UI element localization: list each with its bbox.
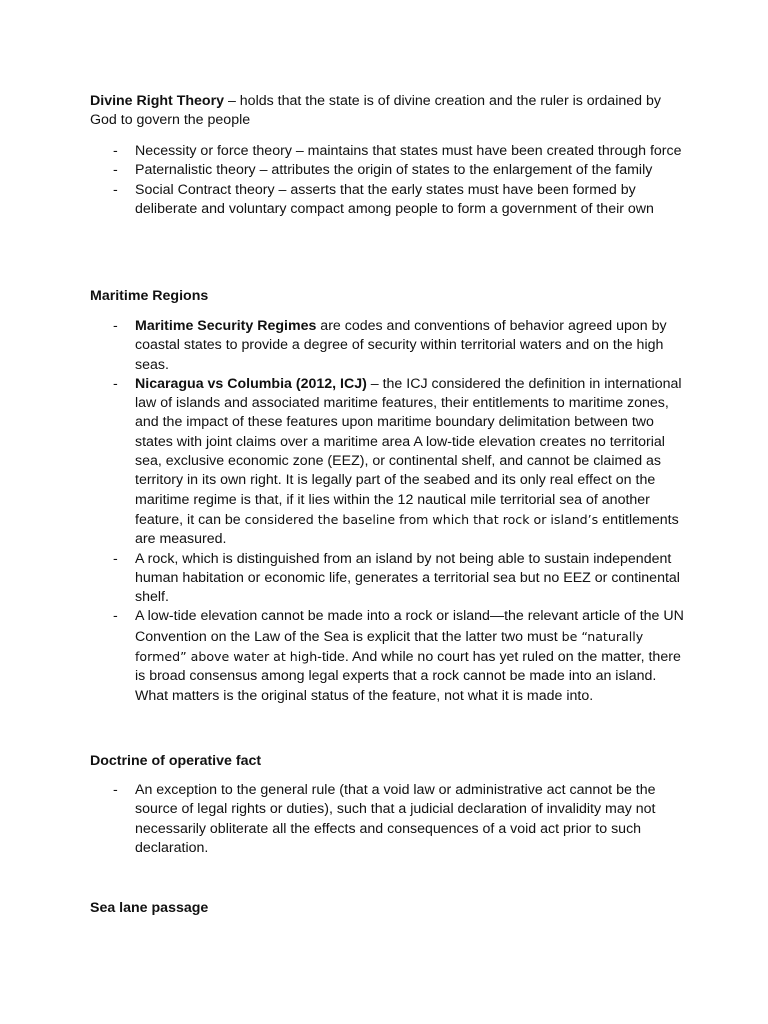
case-title: Nicaragua vs Columbia (2012, ICJ) [135,375,367,392]
maritime-heading: Maritime Regions [90,288,209,304]
maritime-list [90,317,690,706]
sea-lane-heading: Sea lane passage [90,900,209,916]
list-item-text: A low-tide elevation cannot be made into a rock or island—the relevant article of the UN Convention on the Law of the Sea is explicit that the latter two must [135,608,684,645]
dash-bullet: - [113,181,118,198]
list-item [90,550,690,608]
dash-bullet: - [113,375,118,392]
dash-bullet: - [113,162,118,179]
list-item-alt-font-text: be “naturally formed” above water at high [135,628,644,665]
list-item-text: Necessity or force theory – maintains that states must have been created through force [135,143,682,159]
divine-right-paragraph [90,92,690,131]
list-item-alt-font-text: considered the baseline from which that rock or island’s [244,511,599,527]
dash-bullet: - [113,318,118,334]
doctrine-heading: Doctrine of operative fact [90,753,262,769]
list-item-text: -tide. And while no court has yet ruled on the matter, there is broad consensus among legal experts that a rock cannot be made into an island. What matters is the original status of the feature, not what it is made into. [135,649,681,704]
dash-bullet: - [113,608,118,625]
divine-right-title: Divine Right Theory [90,93,225,109]
list-item-text: – the ICJ considered the definition in international law of islands and associated maritime features, their entitlements to maritime zones, and the impact of these features upon maritime boundary delimitation between two states with joint claims over a maritime area A low-tide elevation creates no territorial sea, exclusive economic zone (EEZ), or continental shelf, and cannot be claimed as territory in its own right. It is legally part of the seabed and its only real effect on the maritime regime is that, if it lies within the 12 nautical mile territorial sea of another feature, it can be [135,375,682,528]
list-item [90,181,690,220]
list-item-text: Social Contract theory – asserts that the early states must have been formed by deliberate and voluntary compact among people to form a government of their own [135,181,654,217]
list-item-text: Paternalistic theory – attributes the origin of states to the enlargement of the family [135,162,653,179]
list-item [90,375,690,550]
list-item-text: are codes and conventions of behavior agreed upon by coastal states to provide a degree of security within territorial waters and on the high seas. [135,318,667,373]
dash-bullet: - [113,782,118,798]
list-item [90,781,690,858]
dash-bullet: - [113,143,118,159]
list-item [90,607,690,705]
list-item [90,317,690,375]
divine-right-text: – holds that the state is of divine creation and the ruler is ordained by God to govern the people [90,93,661,129]
list-item-text: A rock, which is distinguished from an island by not being able to sustain independent human habitation or economic life, generates a territorial sea but no EEZ or continental shelf. [135,550,680,606]
list-item-text: An exception to the general rule (that a void law or administrative act cannot be the source of legal rights or duties), such that a judicial declaration of invalidity may not necessarily obliterate all the effects and consequences of a void act prior to such declaration. [135,782,656,856]
list-item [90,142,690,161]
list-item [90,161,690,180]
maritime-security-term: Maritime Security Regimes [135,318,317,334]
list-item-text: entitlements are measured. [135,511,679,548]
doctrine-list [90,781,690,858]
dash-bullet: - [113,550,118,567]
theories-list [90,142,690,219]
